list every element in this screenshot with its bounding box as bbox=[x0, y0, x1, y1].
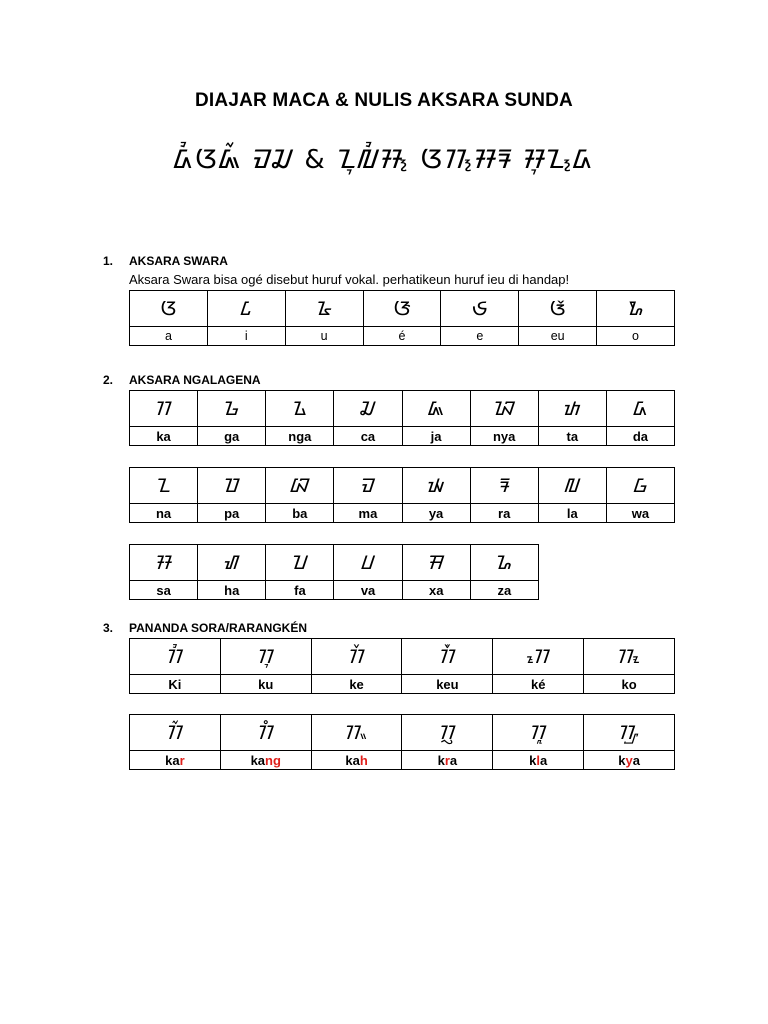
glyph-cell: ᮚ bbox=[402, 468, 470, 504]
glyph-cell: ᮊᮩ bbox=[402, 639, 493, 675]
latin-suffix: a bbox=[540, 752, 548, 768]
latin-cell: ka bbox=[130, 427, 198, 446]
glyph-cell: ᮞ bbox=[130, 545, 198, 581]
rarangken-table-1 bbox=[129, 638, 675, 694]
latin-cell: nga bbox=[266, 427, 334, 446]
glyph-row bbox=[130, 391, 675, 427]
glyph-cell: ᮊᮂ bbox=[311, 715, 402, 751]
latin-cell: keu bbox=[402, 675, 493, 694]
glyph-cell: ᮃ bbox=[130, 291, 208, 327]
glyph-cell: ᮌ bbox=[198, 391, 266, 427]
latin-cell: wa bbox=[606, 504, 674, 523]
latin-row bbox=[130, 751, 675, 770]
latin-cell: ya bbox=[402, 504, 470, 523]
section-number: 3. bbox=[103, 621, 114, 635]
glyph-cell: ᮊᮡ bbox=[584, 715, 675, 751]
latin-cell: ha bbox=[198, 581, 266, 600]
glyph-cell: ᮎ bbox=[334, 391, 402, 427]
latin-cell: Ki bbox=[130, 675, 221, 694]
glyph-cell: ᮊᮤ bbox=[130, 639, 221, 675]
glyph-cell: ᮟ bbox=[402, 545, 470, 581]
highlight-letters: h bbox=[359, 752, 368, 768]
glyph-cell: ᮊᮥ bbox=[220, 639, 311, 675]
glyph-cell: ᮛ bbox=[470, 468, 538, 504]
latin-cell bbox=[584, 751, 675, 770]
latin-row bbox=[130, 581, 539, 600]
glyph-cell: ᮊᮧ bbox=[584, 639, 675, 675]
glyph-cell: ᮊᮀ bbox=[220, 715, 311, 751]
highlight-letters: l bbox=[536, 752, 541, 768]
glyph-cell: ᮙ bbox=[334, 468, 402, 504]
glyph-cell: ᮍ bbox=[266, 391, 334, 427]
latin-cell: e bbox=[441, 327, 519, 346]
latin-cell bbox=[402, 751, 493, 770]
latin-cell: nya bbox=[470, 427, 538, 446]
latin-cell: ta bbox=[538, 427, 606, 446]
glyph-cell: ᮏ bbox=[402, 391, 470, 427]
ngalagena-table-1 bbox=[129, 390, 675, 446]
latin-cell: xa bbox=[402, 581, 470, 600]
glyph-cell: ᮑ bbox=[470, 391, 538, 427]
highlight-letters: r bbox=[444, 752, 450, 768]
latin-cell bbox=[493, 751, 584, 770]
glyph-cell: ᮅ bbox=[285, 291, 363, 327]
latin-prefix: k bbox=[618, 752, 626, 768]
section-number: 2. bbox=[103, 373, 114, 387]
glyph-row bbox=[130, 639, 675, 675]
latin-cell: ku bbox=[220, 675, 311, 694]
latin-row bbox=[130, 504, 675, 523]
highlight-letters: r bbox=[179, 752, 185, 768]
latin-cell: sa bbox=[130, 581, 198, 600]
glyph-cell: ᮊᮁ bbox=[130, 715, 221, 751]
glyph-row bbox=[130, 545, 539, 581]
latin-suffix: a bbox=[449, 752, 458, 768]
glyph-row bbox=[130, 715, 675, 751]
latin-cell: za bbox=[470, 581, 538, 600]
latin-row bbox=[130, 675, 675, 694]
glyph-cell: ᮝ bbox=[606, 468, 674, 504]
section-number: 1. bbox=[103, 254, 114, 268]
glyph-cell: ᮊᮢ bbox=[402, 715, 493, 751]
latin-cell: ba bbox=[266, 504, 334, 523]
section-title: AKSARA NGALAGENA bbox=[129, 373, 261, 387]
glyph-row bbox=[130, 468, 675, 504]
glyph-cell: ᮐ bbox=[470, 545, 538, 581]
glyph-cell: ᮔ bbox=[130, 468, 198, 504]
latin-cell: eu bbox=[519, 327, 597, 346]
latin-cell: i bbox=[207, 327, 285, 346]
highlight-letters: ng bbox=[265, 752, 281, 768]
latin-cell: va bbox=[334, 581, 402, 600]
latin-prefix: k bbox=[437, 752, 445, 768]
glyph-cell: ᮊᮣ bbox=[493, 715, 584, 751]
glyph-cell: ᮗ bbox=[334, 545, 402, 581]
latin-cell: na bbox=[130, 504, 198, 523]
glyph-cell: ᮖ bbox=[266, 545, 334, 581]
latin-cell: la bbox=[538, 504, 606, 523]
latin-cell: ca bbox=[334, 427, 402, 446]
latin-cell bbox=[130, 751, 221, 770]
latin-cell: ko bbox=[584, 675, 675, 694]
glyph-cell: ᮇ bbox=[597, 291, 675, 327]
glyph-cell: ᮜ bbox=[538, 468, 606, 504]
latin-cell: ma bbox=[334, 504, 402, 523]
glyph-cell: ᮊᮦ bbox=[493, 639, 584, 675]
glyph-cell: ᮠ bbox=[198, 545, 266, 581]
sundanese-title: ᮓᮤᮃᮏᮁ ᮙᮎ & ᮔᮥᮜᮤᮞ᮪ ᮃᮊ᮪ᮞᮛ ᮞᮥᮔ᮪ᮓ bbox=[174, 145, 594, 175]
latin-cell: ra bbox=[470, 504, 538, 523]
section-1-description: Aksara Swara bisa ogé disebut huruf vokal. perhatikeun huruf ieu di handap! bbox=[129, 272, 570, 287]
latin-prefix: ka bbox=[165, 752, 180, 768]
latin-cell: ga bbox=[198, 427, 266, 446]
glyph-cell: ᮈ bbox=[441, 291, 519, 327]
latin-cell: ké bbox=[493, 675, 584, 694]
latin-cell: é bbox=[363, 327, 441, 346]
section-title: PANANDA SORA/RARANGKÉN bbox=[129, 621, 308, 635]
latin-cell: fa bbox=[266, 581, 334, 600]
latin-cell: ja bbox=[402, 427, 470, 446]
rarangken-table-2 bbox=[129, 714, 675, 770]
page-title: DIAJAR MACA & NULIS AKSARA SUNDA bbox=[195, 90, 573, 111]
glyph-cell: ᮕ bbox=[198, 468, 266, 504]
latin-cell: o bbox=[597, 327, 675, 346]
glyph-row bbox=[130, 291, 675, 327]
highlight-letters: y bbox=[625, 752, 633, 768]
latin-cell: ke bbox=[311, 675, 402, 694]
glyph-cell: ᮄ bbox=[207, 291, 285, 327]
latin-prefix: k bbox=[529, 752, 537, 768]
latin-cell: a bbox=[130, 327, 208, 346]
glyph-cell: ᮊ bbox=[130, 391, 198, 427]
latin-cell: pa bbox=[198, 504, 266, 523]
latin-prefix: ka bbox=[250, 752, 266, 768]
swara-table bbox=[129, 290, 675, 346]
ngalagena-table-3 bbox=[129, 544, 539, 600]
latin-cell: u bbox=[285, 327, 363, 346]
latin-row bbox=[130, 327, 675, 346]
glyph-cell: ᮆ bbox=[363, 291, 441, 327]
section-title: AKSARA SWARA bbox=[129, 254, 228, 268]
latin-cell bbox=[311, 751, 402, 770]
latin-cell bbox=[220, 751, 311, 770]
latin-cell: da bbox=[606, 427, 674, 446]
latin-suffix: a bbox=[632, 752, 640, 768]
glyph-cell: ᮊᮨ bbox=[311, 639, 402, 675]
glyph-cell: ᮓ bbox=[606, 391, 674, 427]
glyph-cell: ᮒ bbox=[538, 391, 606, 427]
latin-row bbox=[130, 427, 675, 446]
glyph-cell: ᮘ bbox=[266, 468, 334, 504]
glyph-cell: ᮉ bbox=[519, 291, 597, 327]
ngalagena-table-2 bbox=[129, 467, 675, 523]
latin-prefix: ka bbox=[345, 752, 360, 768]
